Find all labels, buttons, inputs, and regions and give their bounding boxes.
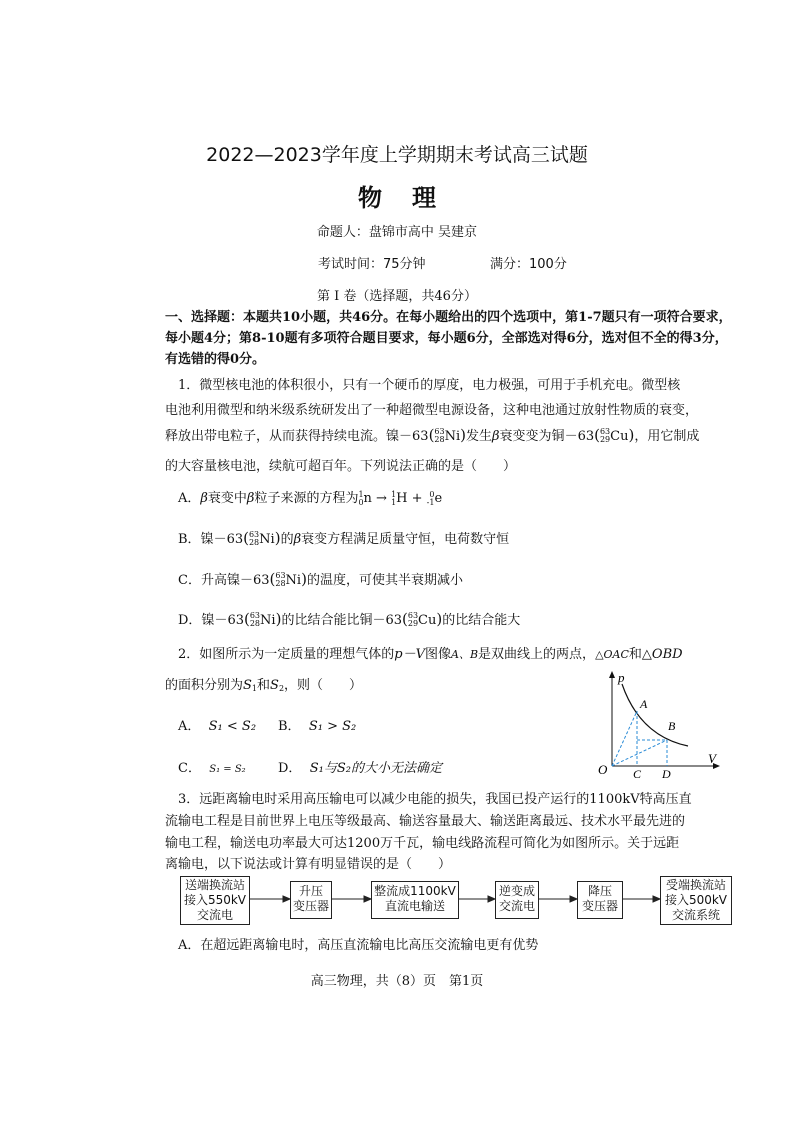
option-letter: A． — [178, 719, 201, 734]
q2-line-2: 的面积分别为$S_1$和$S_2$，则（ ） — [165, 678, 363, 693]
label-b: B — [668, 719, 676, 733]
ni-mass: 63 — [248, 530, 260, 539]
option-letter: D．镍 — [178, 613, 215, 628]
label-d: D — [662, 767, 671, 780]
ni-z: 28 — [275, 579, 286, 588]
cu-prefix: －63 — [372, 613, 402, 628]
cu-symbol: Cu — [610, 429, 629, 444]
ni-symbol: Ni — [285, 573, 302, 588]
beta-symbol: β — [200, 491, 208, 506]
flow-step-receiving-station: 受端换流站 接入500kV 交流系统 — [660, 876, 732, 925]
option-text: S₁与S₂的大小无法确定 — [309, 761, 442, 776]
full-score: 满分：100分 — [490, 257, 567, 272]
ni-prefix: －63 — [399, 429, 429, 444]
q1-l3a: 释放出带电粒子，从而获得持续电流。镍 — [165, 429, 400, 444]
cu-symbol: Cu — [418, 613, 437, 628]
flow-step-sending-station: 送端换流站 接入550kV 交流电 — [180, 876, 250, 925]
option-text: 衰变中 — [207, 491, 247, 506]
q3-line-4: 离输电，以下说法或计算有明显错误的是（ ） — [165, 857, 452, 872]
label-p: p — [618, 670, 625, 685]
q1-line-4: 的大容量核电池，续航可超百年。下列说法正确的是（ ） — [165, 459, 517, 474]
beta-symbol: β — [246, 491, 255, 506]
nuclide-ni: (63 28Ni) — [428, 426, 467, 444]
option-text: 的比结合能大 — [442, 613, 521, 628]
s2-symbol: S — [270, 678, 279, 693]
arrow-head-icon — [488, 896, 495, 902]
cu-z: 29 — [407, 619, 419, 628]
q2-text: 2．如图所示为一定质量的理想气体的 — [178, 647, 395, 662]
label-c: C — [633, 767, 642, 780]
option-text: 粒子来源的方程为 — [254, 491, 359, 506]
ni-symbol: Ni — [259, 532, 275, 547]
beta-symbol: β — [492, 429, 500, 444]
q1-line-2: 电池利用微型和纳米级系统研发出了一种超微型电源设备，这种电池通过放射性物质的衰变， — [165, 403, 699, 418]
beta-symbol: β — [293, 532, 302, 547]
label-o: O — [598, 762, 608, 777]
q2-text: 图像 — [425, 647, 452, 662]
q1-l3d: 衰变变为铜 — [499, 429, 565, 444]
option-letter: C．升高镍 — [178, 573, 240, 588]
part-heading: 第 I 卷（选择题，共46分） — [317, 289, 477, 304]
label-v: V — [708, 751, 716, 766]
option-letter: B．镍 — [178, 532, 214, 547]
ni-mass: 63 — [434, 427, 445, 436]
section-heading: 一、选择题：本题共10小题，共46分。在每小题给出的四个选项中，第1-7题只有一项符合要求，每小题4分；第8-10题有多项符合题目要求，每小题6分，全部选对得6分，选对但不全的得3分，有选错的得0分。 — [165, 310, 732, 367]
n-z: 0 — [358, 497, 364, 507]
flow-step-step-up-transformer: 升压 变压器 — [290, 881, 332, 919]
cu-mass: 63 — [407, 611, 419, 620]
subject-title: 物理 — [358, 184, 466, 212]
q1-line-1: 1．微型核电池的体积很小，只有一个硬币的厚度，电力极强，可用于手机充电。微型核 — [178, 378, 681, 393]
ni-mass: 63 — [249, 611, 261, 620]
nuclide-cu: (63 29Cu) — [402, 610, 443, 628]
q3-line-3: 输电工程，输送电功率最大可达1200万千瓦，输电线路流程可简化为如图所示。关于远距 — [165, 836, 680, 851]
author-line: 命题人：盘锦市高中 吴建京 — [316, 225, 478, 240]
ni-z: 28 — [434, 435, 445, 444]
ni-prefix: －63 — [239, 573, 270, 588]
q1-l3e: ，用它制成 — [634, 429, 700, 444]
q2-text: 和 — [628, 647, 642, 662]
ab-symbol: A、B — [451, 648, 479, 661]
n-mass: 1 — [358, 489, 364, 499]
exam-time: 考试时间：75分钟 — [318, 257, 426, 272]
pv-symbol: p－V — [394, 647, 425, 662]
cu-mass: 63 — [599, 427, 611, 436]
s1-symbol: S — [243, 678, 252, 693]
arrow-head-icon — [653, 896, 660, 902]
arrow-head-icon — [283, 896, 290, 902]
q3-option-a[interactable]: A．在超远距离输电时，高压直流输电比高压交流输电更有优势 — [178, 938, 539, 953]
option-text: S₁ = S₂ — [209, 764, 246, 775]
cu-prefix: －63 — [564, 429, 595, 444]
option-text: 的 — [280, 532, 294, 547]
q2-text: ，则（ ） — [284, 678, 363, 693]
flow-step-inverter: 逆变成 交流电 — [495, 881, 539, 919]
q2-text: 和 — [257, 678, 271, 693]
option-letter: C． — [178, 761, 201, 776]
h-mass: 1 — [391, 489, 397, 499]
option-text: S₁ < S₂ — [208, 719, 257, 734]
ni-z: 28 — [249, 619, 261, 628]
option-letter: D． — [278, 761, 302, 776]
triangle-oac: △OAC — [595, 648, 629, 661]
option-letter: B． — [278, 719, 301, 734]
nuclide-ni: (63 28Ni) — [269, 570, 307, 588]
decay-equation: 1 0n → 1 1H + 0 -1e — [358, 489, 443, 507]
nuclide-cu: (63 29Cu) — [594, 426, 635, 444]
cu-z: 29 — [599, 435, 611, 444]
option-letter: A． — [178, 491, 201, 506]
q1-l3b: 发生 — [466, 429, 493, 444]
option-text: 的温度，可使其半衰期减小 — [306, 573, 463, 588]
arrow-head-icon — [570, 896, 577, 902]
ni-prefix: －63 — [214, 613, 244, 628]
ni-z: 28 — [248, 538, 260, 547]
ni-symbol: Ni — [260, 613, 276, 628]
page-footer: 高三物理，共（8）页 第1页 — [310, 974, 484, 989]
e-mass: 0 — [429, 489, 435, 499]
arrow-head-icon — [364, 896, 371, 902]
flow-step-step-down-transformer: 降压 变压器 — [577, 881, 623, 919]
q2-text: 的面积分别为 — [165, 678, 244, 693]
option-text: 衰变方程满足质量守恒，电荷数守恒 — [301, 532, 510, 547]
q3-line-1: 3．远距离输电时采用高压输电可以减少电能的损失，我国已投产运行的1100kV特高压直 — [178, 792, 692, 807]
flow-step-dc-transmission: 整流成1100kV 直流电输送 — [371, 881, 459, 919]
q3-line-2: 流输电工程是目前世界上电压等级最高、输送容量最大、输送距离最远、技术水平最先进的 — [165, 814, 686, 829]
nuclide-ni: (63 28Ni) — [243, 610, 282, 628]
q2-text: 是双曲线上的两点， — [478, 647, 596, 662]
h-z: 1 — [391, 497, 397, 507]
option-text: 的比结合能比铜 — [281, 613, 373, 628]
label-a: A — [640, 697, 648, 711]
exam-title: 2022—2023学年度上学期期末考试高三试题 — [206, 144, 588, 166]
nuclide-ni: (63 28Ni) — [243, 529, 281, 547]
option-text: S₁ > S₂ — [308, 719, 357, 734]
ni-prefix: －63 — [213, 532, 244, 547]
triangle-obd: △OBD — [641, 647, 683, 662]
ni-symbol: Ni — [444, 429, 461, 444]
e-z: -1 — [426, 497, 435, 507]
ni-mass: 63 — [275, 571, 286, 580]
